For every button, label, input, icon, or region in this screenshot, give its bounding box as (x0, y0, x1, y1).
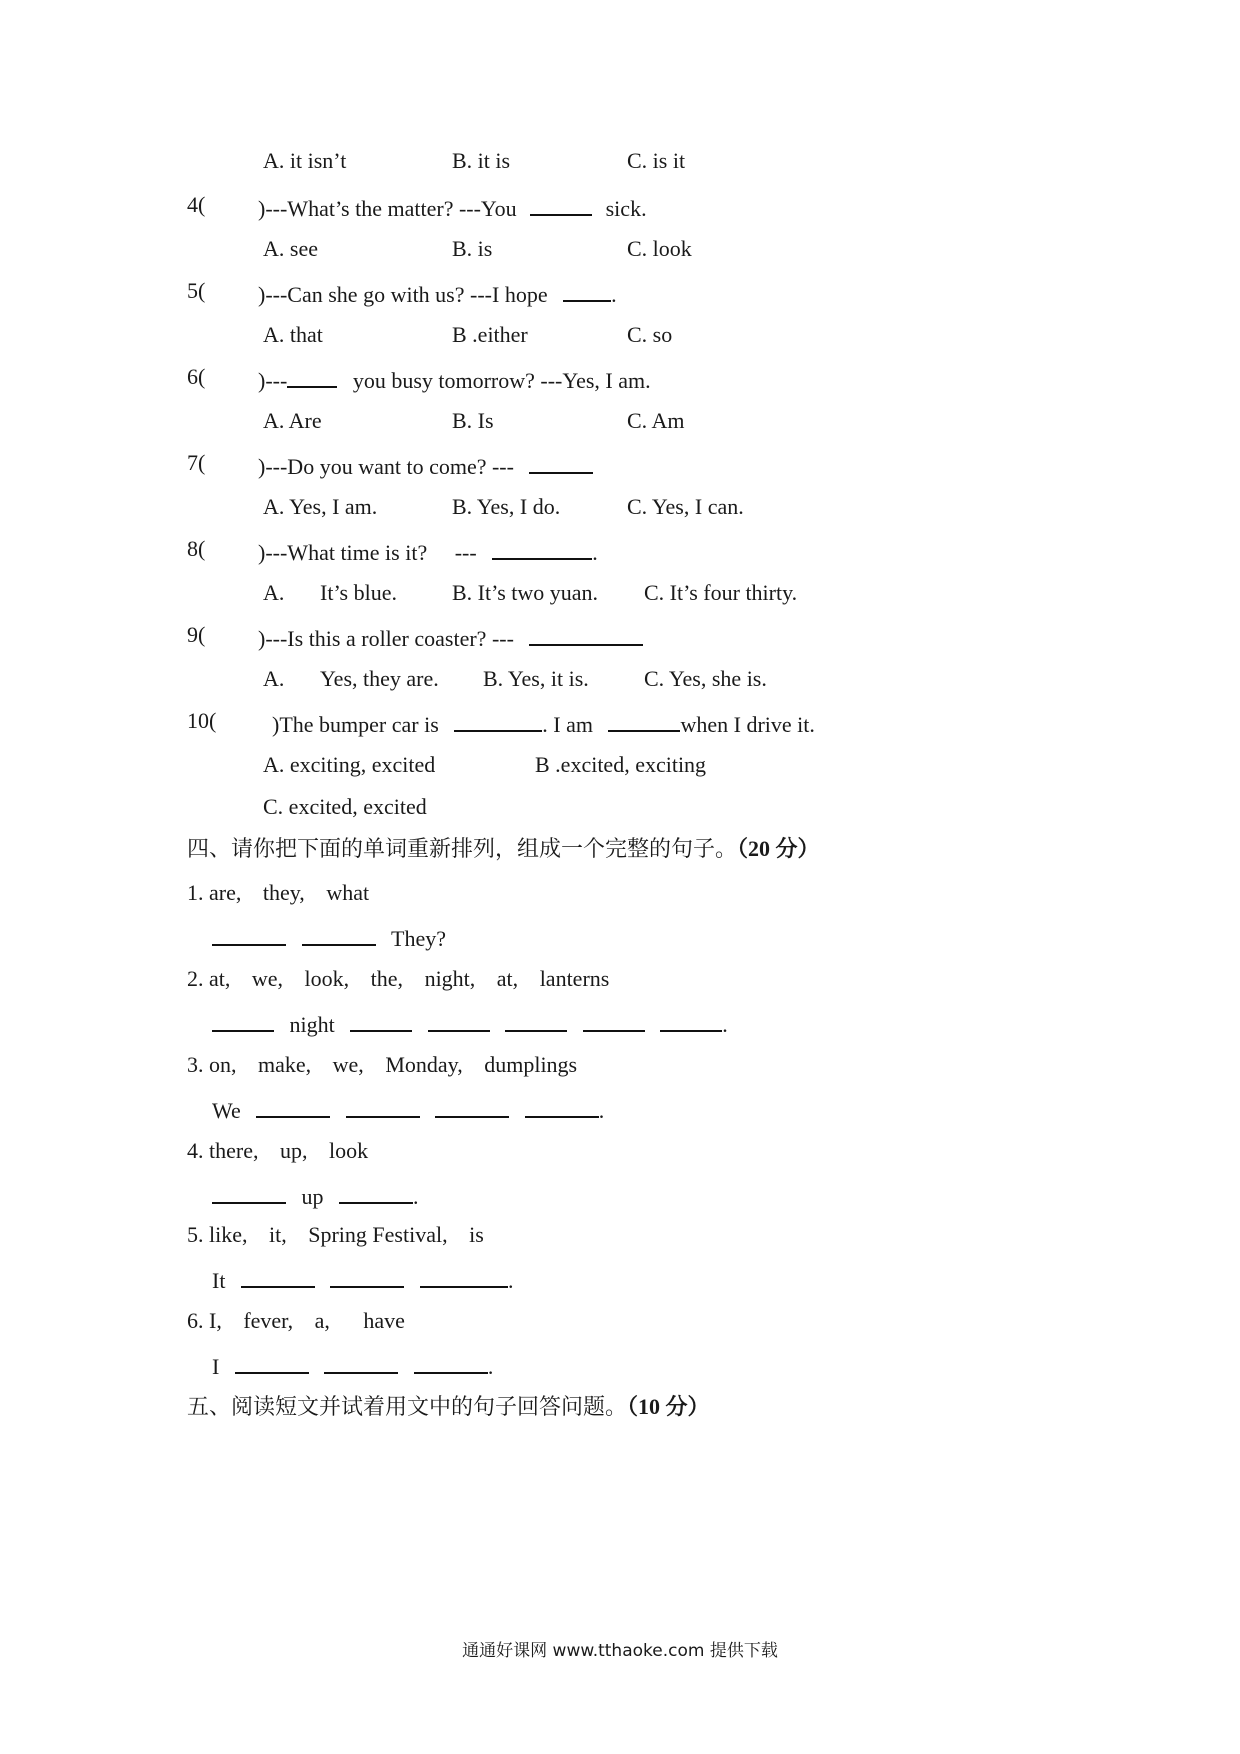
section-4-score: （20 分） (737, 836, 820, 861)
q5-question (258, 278, 617, 308)
word: 4. there, (187, 1138, 259, 1163)
word: they, (262, 880, 305, 905)
q5-number: 5( (187, 278, 206, 303)
q6-text: )--- (258, 368, 288, 393)
answer-blank[interactable] (241, 1264, 315, 1288)
q6-option-c: C. Am (627, 408, 685, 433)
q5-option-a: A. that (263, 322, 323, 347)
q6-option-b: B. Is (452, 408, 494, 433)
word: 1. are, (187, 880, 242, 905)
q9-option-a-text: Yes, they are. (320, 666, 439, 691)
q8-option-a-letter: A. (263, 580, 285, 605)
q4-option-c: C. look (627, 236, 692, 261)
q9-text: )---Is this a roller coaster? --- (258, 626, 514, 651)
q7-option-c: C. Yes, I can. (627, 494, 744, 519)
q7-option-b: B. Yes, I do. (452, 494, 561, 519)
q8-text: )---What time is it? (258, 540, 428, 565)
answer-blank[interactable] (583, 1008, 645, 1032)
word: have (363, 1308, 405, 1333)
q10-text: )The bumper car is (272, 712, 439, 737)
answer-blank[interactable] (330, 1264, 404, 1288)
reorder-4-answer: up . (212, 1180, 419, 1210)
q7-blank[interactable] (529, 450, 593, 474)
q6-question (258, 364, 651, 394)
word: 6. I, (187, 1308, 222, 1333)
word: make, (258, 1052, 312, 1077)
q3-option-a: A. it isn’t (263, 148, 347, 173)
word: night, (424, 966, 476, 991)
q3-option-b: B. it is (452, 148, 511, 173)
reorder-6-words (187, 1308, 405, 1334)
q7-text: )---Do you want to come? --- (258, 454, 514, 479)
reorder-6-answer: I . (212, 1350, 493, 1380)
q7-question (258, 450, 593, 480)
q9-blank[interactable] (529, 622, 643, 646)
q8-number: 8( (187, 536, 206, 561)
section-4-heading (187, 836, 820, 862)
word: the, (370, 966, 404, 991)
answer-blank[interactable] (660, 1008, 722, 1032)
q8-question (258, 536, 598, 566)
q3-option-c: C. is it (627, 148, 686, 173)
answer-blank[interactable] (256, 1094, 330, 1118)
footer-source: 通通好课网 www.tthaoke.com 提供下载 (462, 1641, 778, 1661)
reorder-2-words (187, 966, 609, 992)
q4-after: sick. (605, 196, 647, 221)
q4-option-b: B. is (452, 236, 493, 261)
answer-blank[interactable] (414, 1350, 488, 1374)
word: what (326, 880, 370, 905)
q10-mid: . I am (542, 712, 593, 737)
word: 5. like, (187, 1222, 248, 1247)
reorder-3-words (187, 1052, 577, 1078)
q5-option-b: B .either (452, 322, 528, 347)
q6-blank[interactable] (287, 364, 337, 388)
answer-prefix: We (212, 1098, 241, 1123)
q5-after: . (611, 282, 617, 307)
answer-suffix: They? (391, 926, 446, 951)
q4-blank[interactable] (530, 192, 592, 216)
reorder-4-words (187, 1138, 368, 1164)
reorder-5-answer: It . (212, 1264, 513, 1294)
q10-option-a: A. exciting, excited (263, 752, 436, 777)
q8-option-b: B. It’s two yuan. (452, 580, 599, 605)
q5-option-c: C. so (627, 322, 673, 347)
word: dumplings (484, 1052, 578, 1077)
word: we, (332, 1052, 364, 1077)
word: lanterns (539, 966, 610, 991)
section-5-title: 五、阅读短文并试着用文中的句子回答问题。 (187, 1394, 628, 1419)
answer-blank[interactable] (346, 1094, 420, 1118)
word: look (328, 1138, 369, 1163)
q10-option-c: C. excited, excited (263, 794, 427, 819)
q8-after: . (592, 540, 598, 565)
q4-number: 4( (187, 192, 206, 217)
answer-word: night (289, 1012, 335, 1037)
answer-prefix: I (212, 1354, 220, 1379)
section-4-title: 四、请你把下面的单词重新排列，组成一个完整的句子。 (187, 836, 738, 861)
q10-after: when I drive it. (680, 712, 815, 737)
answer-word: up (301, 1184, 324, 1209)
reorder-3-answer: We . (212, 1094, 604, 1124)
q4-option-a: A. see (263, 236, 318, 261)
word: a, (314, 1308, 330, 1333)
word: we, (251, 966, 284, 991)
reorder-1-words (187, 880, 369, 906)
reorder-2-answer: night . (212, 1008, 728, 1038)
q4-question (258, 192, 647, 222)
q7-option-a: A. Yes, I am. (263, 494, 378, 519)
q10-blank-2[interactable] (608, 708, 680, 732)
section-5-heading (187, 1394, 710, 1420)
answer-blank[interactable] (212, 1008, 274, 1032)
q10-question (272, 708, 815, 738)
word: up, (279, 1138, 308, 1163)
word: Spring Festival, (308, 1222, 448, 1247)
answer-prefix: It (212, 1268, 226, 1293)
q9-number: 9( (187, 622, 206, 647)
answer-blank[interactable] (350, 1008, 412, 1032)
q8-option-c: C. It’s four thirty. (644, 580, 798, 605)
q4-text: )---What’s the matter? ---You (258, 196, 517, 221)
q10-option-b: B .excited, exciting (535, 752, 707, 777)
q10-blank-1[interactable] (454, 708, 542, 732)
answer-blank[interactable] (302, 922, 376, 946)
q7-number: 7( (187, 450, 206, 475)
answer-blank[interactable] (525, 1094, 599, 1118)
reorder-1-answer (212, 922, 446, 952)
word: fever, (243, 1308, 294, 1333)
q8-blank[interactable] (492, 536, 592, 560)
q8-option-a-text: It’s blue. (320, 580, 397, 605)
word: is (469, 1222, 484, 1247)
q6-number: 6( (187, 364, 206, 389)
answer-blank[interactable] (505, 1008, 567, 1032)
section-5-score: （10 分） (627, 1394, 710, 1419)
answer-blank[interactable] (324, 1350, 398, 1374)
word: at, (496, 966, 519, 991)
word: it, (269, 1222, 287, 1247)
q6-option-a: A. Are (263, 408, 322, 433)
q9-option-c: C. Yes, she is. (644, 666, 767, 691)
q9-option-b: B. Yes, it is. (483, 666, 589, 691)
word: look, (304, 966, 350, 991)
answer-blank[interactable] (235, 1350, 309, 1374)
q8-dashes: --- (454, 540, 477, 565)
q9-option-a-letter: A. (263, 666, 285, 691)
answer-blank[interactable] (212, 922, 286, 946)
q5-blank[interactable] (563, 278, 611, 302)
word: 3. on, (187, 1052, 237, 1077)
word: Monday, (385, 1052, 463, 1077)
answer-blank[interactable] (428, 1008, 490, 1032)
word: 2. at, (187, 966, 231, 991)
answer-blank[interactable] (212, 1180, 286, 1204)
q9-question (258, 622, 643, 652)
answer-blank[interactable] (339, 1180, 413, 1204)
q10-number: 10( (187, 708, 217, 733)
q5-text: )---Can she go with us? ---I hope (258, 282, 548, 307)
answer-blank[interactable] (435, 1094, 509, 1118)
q6-after: you busy tomorrow? ---Yes, I am. (352, 368, 651, 393)
reorder-5-words (187, 1222, 484, 1248)
answer-blank[interactable] (420, 1264, 508, 1288)
